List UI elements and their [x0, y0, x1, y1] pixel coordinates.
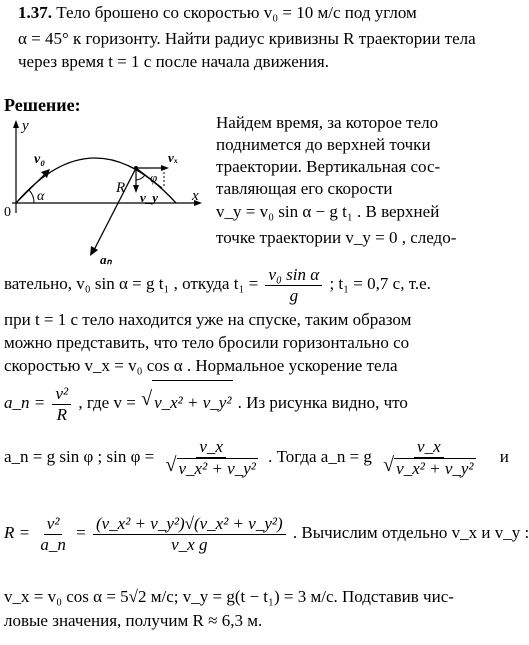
text-segment: a_n = — [4, 393, 46, 412]
fraction-R-2 — [93, 514, 286, 555]
alpha-label: α — [37, 189, 45, 204]
fraction-denominator: a_n — [40, 534, 66, 554]
text-segment: и — [499, 447, 509, 466]
v0-label: v₀ — [34, 152, 46, 167]
text-segment: ; t₁ = 0,7 с, т.е. — [329, 274, 431, 293]
trajectory-diagram — [4, 118, 209, 268]
fraction-denominator: g — [289, 285, 299, 305]
body-line-11 — [4, 380, 408, 425]
fraction-numerator: v_x — [196, 437, 226, 458]
phi-label: φ — [150, 170, 158, 185]
fraction-numerator: (v_x² + v_y²)√(v_x² + v_y²) — [93, 514, 286, 535]
phi-arc — [136, 175, 145, 180]
radius-line — [94, 168, 136, 250]
right-text-3: траектории. Вертикальная сос- — [216, 157, 441, 176]
v-arrow — [136, 168, 162, 188]
alpha-arc — [29, 190, 34, 203]
body-line-15: ловые значения, получим R ≈ 6,3 м. — [4, 611, 263, 630]
right-text-2: поднимется до верхней точки — [216, 135, 431, 154]
problem-line-1 — [18, 2, 417, 24]
sqrt-expression: √ v_x² + v_y² — [177, 458, 258, 479]
fraction-denominator: v_x g — [171, 534, 208, 554]
vy-arrowhead — [133, 185, 139, 193]
fraction-numerator: v² — [44, 514, 63, 535]
fraction-sinphi — [162, 437, 261, 479]
fraction-denominator: R — [56, 404, 67, 424]
right-text-4: тавляющая его скорости — [216, 179, 393, 198]
text-segment: = — [76, 523, 86, 542]
problem-number: 1.37. — [18, 3, 52, 22]
x-label: x — [192, 188, 199, 204]
body-line-7 — [4, 262, 431, 306]
text-segment: , где v = — [78, 393, 136, 412]
text-segment: вательно, v₀ sin α = g t₁ , откуда t₁ = — [4, 274, 259, 293]
text-segment: a_n = g sin φ ; sin φ = — [4, 447, 155, 466]
an-arrowhead — [90, 246, 98, 256]
problem-text-1: Тело брошено со скоростью v₀ = 10 м/с под углом — [56, 3, 417, 22]
vx-arrowhead — [161, 165, 169, 171]
fraction-t1 — [265, 265, 322, 306]
problem-line-3: через время t = 1 с после начала движения. — [18, 52, 330, 71]
R-label: R — [116, 180, 126, 196]
an-label: aₙ — [100, 252, 112, 267]
body-line-8: при t = 1 с тело находится уже на спуске, таким образом — [4, 310, 412, 329]
problem-line-2: α = 45° к горизонту. Найти радиус кривизны R траектории тела — [18, 29, 476, 48]
text-segment: . Тогда a_n = g — [268, 447, 372, 466]
text-segment: R = — [4, 523, 31, 542]
body-line-13 — [4, 508, 529, 558]
origin-label: 0 — [4, 205, 11, 220]
body-line-9: можно представить, что тело бросили горизонтально со — [4, 333, 410, 352]
text-segment: . Вычислим отдельно v_x и v_y : — [292, 523, 529, 542]
right-text-6: точке траектории v_y = 0 , следо- — [216, 228, 457, 247]
vx-label: vₓ — [168, 150, 179, 165]
fraction-numerator: v₀ sin α — [265, 265, 322, 286]
fraction-an-2 — [379, 437, 478, 479]
fraction-numerator: v² — [52, 384, 71, 405]
y-label: y — [22, 118, 29, 134]
sqrt-expression: √ v_x² + v_y² — [394, 458, 475, 479]
right-text-5: v_y = v₀ sin α − g t₁ . В верхней — [216, 202, 440, 221]
vy-label: v_y — [140, 190, 159, 205]
fraction-R — [37, 514, 69, 555]
sqrt-expression: √ v_x² + v_y² — [152, 380, 233, 425]
y-axis-arrow — [13, 120, 19, 128]
body-line-10: скоростью v_x = v₀ cos α . Нормальное ускорение тела — [4, 356, 398, 375]
fraction-an — [52, 384, 71, 425]
right-text-1: Найдем время, за которое тело — [216, 113, 439, 132]
body-line-12 — [4, 432, 509, 482]
fraction-denominator — [379, 458, 478, 479]
fraction-denominator — [162, 458, 261, 479]
text-segment: . Из рисунка видно, что — [237, 393, 408, 412]
body-line-14: v_x = v₀ cos α = 5√2 м/с; v_y = g(t − t₁) = 3 м/с. Подставив чис- — [4, 587, 454, 606]
solution-heading: Решение: — [4, 95, 81, 115]
fraction-numerator: v_x — [414, 437, 444, 458]
